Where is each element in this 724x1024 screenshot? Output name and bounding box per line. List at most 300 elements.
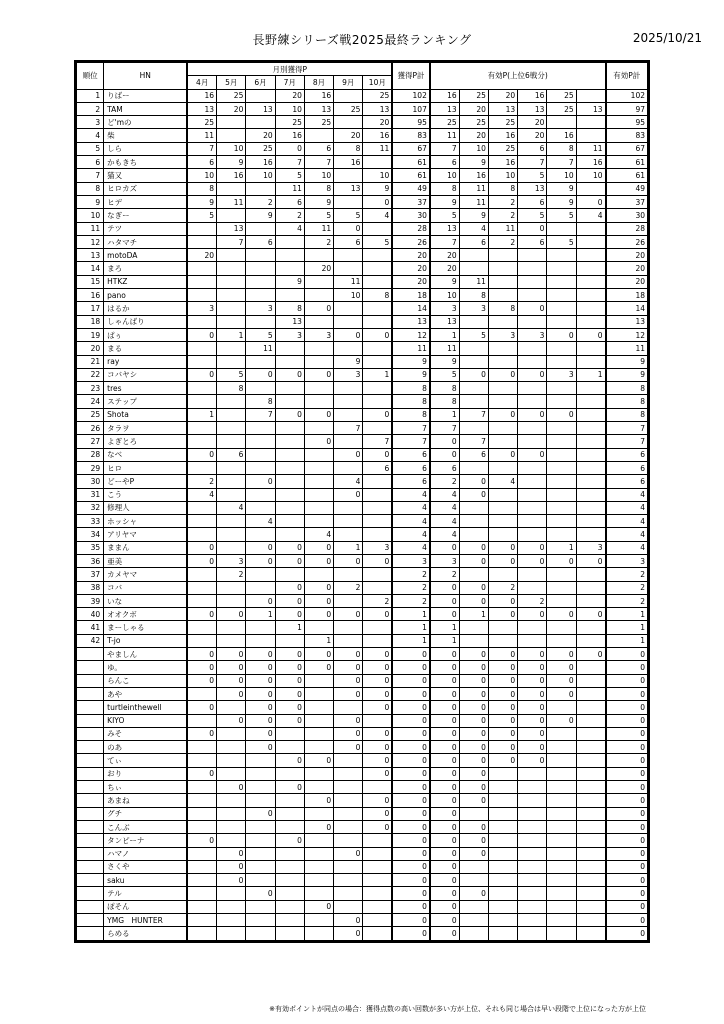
m8-cell [304,741,333,754]
m10-cell [363,781,392,794]
eff4-cell: 0 [518,661,547,674]
rank-cell [77,887,104,900]
m8-cell: 0 [304,648,333,661]
table-row [77,541,648,554]
m4-cell [187,289,216,302]
m10-cell [363,222,392,235]
table-row [77,568,648,581]
rank-cell: 22 [77,368,104,381]
m4-cell: 0 [187,727,216,740]
eff2-cell: 0 [459,648,488,661]
eff6-cell [576,900,605,913]
eff3-cell: 2 [488,581,517,594]
m6-cell: 0 [246,727,275,740]
m4-cell [187,581,216,594]
eff1-cell: 7 [430,142,459,155]
m5-cell: 6 [217,448,246,461]
effective-total-cell: 6 [606,475,648,488]
eff4-cell [518,435,547,448]
eff4-cell [518,767,547,780]
eff5-cell: 7 [547,156,576,169]
m8-cell [304,382,333,395]
eff1-cell: 7 [430,235,459,248]
eff5-cell [547,581,576,594]
eff6-cell [576,422,605,435]
m8-cell: 0 [304,794,333,807]
m6-cell [246,501,275,514]
eff3-cell: 13 [488,102,517,115]
table-row [77,315,648,328]
m7-cell [275,422,304,435]
m5-cell: 2 [217,568,246,581]
eff5-cell: 0 [547,408,576,421]
m7-cell: 9 [275,275,304,288]
eff5-cell [547,741,576,754]
col-effective-total-header: 有効P計 [606,63,648,90]
m6-cell [246,754,275,767]
m8-cell: 0 [304,594,333,607]
m10-cell: 16 [363,129,392,142]
eff1-cell: 0 [430,661,459,674]
m6-cell: 0 [246,887,275,900]
m6-cell [246,860,275,873]
m6-cell [246,820,275,833]
m8-cell [304,860,333,873]
effective-total-cell: 28 [606,222,648,235]
table-row [77,554,648,567]
eff6-cell [576,448,605,461]
m6-cell: 0 [246,674,275,687]
total-cell: 13 [392,315,430,328]
hn-cell: タラヲ [104,422,188,435]
m10-cell: 3 [363,541,392,554]
eff2-cell: 7 [459,408,488,421]
eff4-cell: 0 [518,554,547,567]
m5-cell [217,927,246,940]
m5-cell [217,475,246,488]
table-row [77,475,648,488]
eff3-cell: 3 [488,328,517,341]
m6-cell [246,262,275,275]
eff5-cell [547,315,576,328]
hn-cell: motoDA [104,249,188,262]
m5-cell [217,701,246,714]
eff3-cell [488,382,517,395]
total-cell: 0 [392,794,430,807]
m9-cell: 25 [334,102,363,115]
m10-cell: 0 [363,687,392,700]
m10-cell: 0 [363,608,392,621]
table-row [77,887,648,900]
m5-cell [217,275,246,288]
total-cell: 6 [392,461,430,474]
m5-cell: 25 [217,89,246,102]
table-row [77,395,648,408]
eff5-cell: 3 [547,368,576,381]
total-cell: 0 [392,847,430,860]
m7-cell: 0 [275,554,304,567]
m9-cell [334,874,363,887]
m10-cell: 0 [363,195,392,208]
m6-cell: 2 [246,195,275,208]
hn-cell: さくや [104,860,188,873]
total-cell: 0 [392,781,430,794]
eff6-cell [576,807,605,820]
eff2-cell [459,874,488,887]
eff6-cell [576,262,605,275]
rank-cell: 4 [77,129,104,142]
m5-cell [217,488,246,501]
total-cell: 8 [392,382,430,395]
eff3-cell [488,860,517,873]
m6-cell: 0 [246,475,275,488]
m6-cell [246,794,275,807]
eff6-cell [576,342,605,355]
eff2-cell: 0 [459,541,488,554]
m5-cell [217,129,246,142]
m6-cell: 0 [246,741,275,754]
table-row [77,222,648,235]
m4-cell [187,847,216,860]
m7-cell [275,807,304,820]
effective-total-cell: 1 [606,634,648,647]
total-cell: 1 [392,608,430,621]
eff1-cell: 8 [430,182,459,195]
m5-cell: 16 [217,169,246,182]
hn-cell: まる [104,342,188,355]
eff5-cell [547,395,576,408]
eff4-cell: 0 [518,368,547,381]
effective-total-cell: 0 [606,648,648,661]
col-effective-header: 有効P(上位6戦分) [430,63,606,90]
m6-cell: 0 [246,541,275,554]
eff3-cell [488,820,517,833]
total-cell: 14 [392,302,430,315]
m9-cell [334,342,363,355]
rank-cell: 26 [77,422,104,435]
hn-cell: コバ [104,581,188,594]
m10-cell: 0 [363,648,392,661]
rank-cell [77,714,104,727]
m4-cell [187,807,216,820]
m10-cell [363,874,392,887]
month-header: 10月 [363,76,392,89]
m9-cell [334,515,363,528]
m5-cell: 0 [217,860,246,873]
m6-cell [246,847,275,860]
m4-cell [187,687,216,700]
m7-cell [275,355,304,368]
eff6-cell [576,634,605,647]
eff5-cell [547,634,576,647]
table-row [77,275,648,288]
eff6-cell [576,129,605,142]
eff6-cell [576,661,605,674]
m9-cell: 4 [334,475,363,488]
m7-cell [275,927,304,940]
eff4-cell [518,422,547,435]
rank-cell: 38 [77,581,104,594]
eff2-cell: 0 [459,368,488,381]
eff6-cell [576,222,605,235]
eff4-cell [518,807,547,820]
eff5-cell: 0 [547,661,576,674]
m9-cell: 0 [334,648,363,661]
m9-cell [334,302,363,315]
eff5-cell [547,435,576,448]
m8-cell [304,355,333,368]
m4-cell: 0 [187,767,216,780]
rank-cell: 15 [77,275,104,288]
effective-total-cell: 0 [606,754,648,767]
m6-cell [246,448,275,461]
m8-cell: 2 [304,235,333,248]
m5-cell [217,820,246,833]
m5-cell [217,315,246,328]
m5-cell [217,754,246,767]
eff4-cell [518,249,547,262]
eff4-cell: 5 [518,209,547,222]
table-row [77,900,648,913]
effective-total-cell: 18 [606,289,648,302]
effective-total-cell: 3 [606,554,648,567]
m6-cell [246,568,275,581]
hn-cell: 柴 [104,129,188,142]
eff4-cell [518,275,547,288]
m10-cell [363,528,392,541]
m7-cell [275,289,304,302]
effective-total-cell: 0 [606,661,648,674]
m4-cell: 4 [187,488,216,501]
rank-cell: 2 [77,102,104,115]
eff3-cell: 0 [488,554,517,567]
m5-cell [217,807,246,820]
eff3-cell: 0 [488,714,517,727]
m10-cell [363,395,392,408]
hn-cell: こう [104,488,188,501]
eff3-cell [488,249,517,262]
m6-cell: 1 [246,608,275,621]
m10-cell [363,156,392,169]
m10-cell: 8 [363,289,392,302]
m4-cell: 13 [187,102,216,115]
m4-cell [187,222,216,235]
effective-total-cell: 0 [606,741,648,754]
m6-cell: 0 [246,554,275,567]
m7-cell [275,847,304,860]
hn-cell: ホッシャ [104,515,188,528]
eff1-cell: 5 [430,209,459,222]
eff3-cell: 16 [488,156,517,169]
hn-cell: テツ [104,222,188,235]
hn-cell: ままん [104,541,188,554]
total-cell: 0 [392,887,430,900]
footnote: ※有効ポイントが同点の場合：獲得点数の高い回数が多い方が上位、それも同じ場合は早い段階で上位になった方が上位 [269,1005,646,1013]
m7-cell: 20 [275,89,304,102]
eff5-cell: 9 [547,195,576,208]
m6-cell: 6 [246,235,275,248]
effective-total-cell: 8 [606,382,648,395]
m4-cell [187,382,216,395]
eff6-cell: 10 [576,169,605,182]
effective-total-cell: 6 [606,461,648,474]
m9-cell: 0 [334,222,363,235]
m8-cell [304,568,333,581]
m8-cell [304,687,333,700]
m10-cell: 9 [363,182,392,195]
table-row [77,355,648,368]
m8-cell: 0 [304,408,333,421]
m6-cell [246,315,275,328]
eff3-cell [488,927,517,940]
eff6-cell [576,249,605,262]
eff5-cell [547,727,576,740]
eff5-cell: 5 [547,235,576,248]
eff6-cell: 4 [576,209,605,222]
m7-cell [275,382,304,395]
hn-cell: あや [104,687,188,700]
eff2-cell: 0 [459,741,488,754]
m7-cell [275,262,304,275]
m8-cell [304,874,333,887]
m4-cell [187,342,216,355]
m8-cell [304,448,333,461]
m9-cell: 0 [334,608,363,621]
m8-cell [304,767,333,780]
eff4-cell: 0 [518,701,547,714]
eff5-cell [547,501,576,514]
eff6-cell [576,488,605,501]
eff5-cell [547,874,576,887]
eff6-cell [576,435,605,448]
m10-cell [363,342,392,355]
m4-cell [187,435,216,448]
table-row [77,820,648,833]
eff3-cell [488,315,517,328]
eff1-cell: 0 [430,648,459,661]
m9-cell: 0 [334,554,363,567]
m4-cell [187,568,216,581]
m6-cell [246,89,275,102]
m6-cell: 11 [246,342,275,355]
effective-total-cell: 0 [606,674,648,687]
eff3-cell [488,767,517,780]
eff4-cell: 20 [518,116,547,129]
table-row [77,515,648,528]
rank-cell: 29 [77,461,104,474]
effective-total-cell: 67 [606,142,648,155]
eff1-cell: 0 [430,794,459,807]
m5-cell: 7 [217,235,246,248]
m6-cell: 0 [246,594,275,607]
effective-total-cell: 0 [606,820,648,833]
eff6-cell: 0 [576,648,605,661]
eff2-cell: 25 [459,89,488,102]
effective-total-cell: 0 [606,927,648,940]
table-row [77,767,648,780]
m9-cell [334,461,363,474]
m6-cell: 10 [246,169,275,182]
m4-cell: 0 [187,834,216,847]
m10-cell [363,621,392,634]
effective-total-cell: 12 [606,328,648,341]
eff2-cell: 9 [459,156,488,169]
hn-cell: ハマノ [104,847,188,860]
eff2-cell: 0 [459,488,488,501]
m10-cell: 0 [363,701,392,714]
eff6-cell [576,408,605,421]
m9-cell [334,315,363,328]
eff1-cell: 9 [430,195,459,208]
m6-cell [246,422,275,435]
total-cell: 12 [392,328,430,341]
m7-cell [275,727,304,740]
effective-total-cell: 20 [606,275,648,288]
table-row [77,435,648,448]
m5-cell: 9 [217,156,246,169]
m5-cell: 0 [217,847,246,860]
eff4-cell [518,488,547,501]
eff3-cell [488,528,517,541]
m4-cell: 0 [187,674,216,687]
eff3-cell [488,621,517,634]
rank-cell [77,927,104,940]
eff4-cell [518,914,547,927]
eff4-cell: 0 [518,541,547,554]
rank-cell: 3 [77,116,104,129]
col-total-header: 獲得P計 [392,63,430,90]
eff2-cell [459,900,488,913]
rank-cell: 39 [77,594,104,607]
eff1-cell: 4 [430,528,459,541]
m5-cell: 0 [217,608,246,621]
m4-cell: 0 [187,661,216,674]
eff5-cell [547,289,576,302]
m4-cell [187,621,216,634]
table-row [77,914,648,927]
total-cell: 9 [392,368,430,381]
eff2-cell [459,422,488,435]
eff5-cell: 0 [547,674,576,687]
eff6-cell: 16 [576,156,605,169]
m6-cell [246,382,275,395]
m9-cell: 0 [334,847,363,860]
m4-cell: 1 [187,408,216,421]
table-row [77,328,648,341]
table-row [77,621,648,634]
m7-cell: 0 [275,648,304,661]
eff4-cell: 16 [518,89,547,102]
hn-cell: 亜美 [104,554,188,567]
m5-cell [217,116,246,129]
m10-cell [363,900,392,913]
eff5-cell [547,461,576,474]
m10-cell [363,501,392,514]
rank-cell: 21 [77,355,104,368]
eff3-cell: 0 [488,648,517,661]
m10-cell: 2 [363,594,392,607]
eff1-cell: 5 [430,368,459,381]
eff2-cell: 0 [459,594,488,607]
m9-cell [334,807,363,820]
m8-cell [304,129,333,142]
eff1-cell: 0 [430,714,459,727]
m7-cell: 0 [275,581,304,594]
effective-total-cell: 8 [606,408,648,421]
eff4-cell: 0 [518,408,547,421]
m9-cell: 0 [334,328,363,341]
m9-cell [334,262,363,275]
